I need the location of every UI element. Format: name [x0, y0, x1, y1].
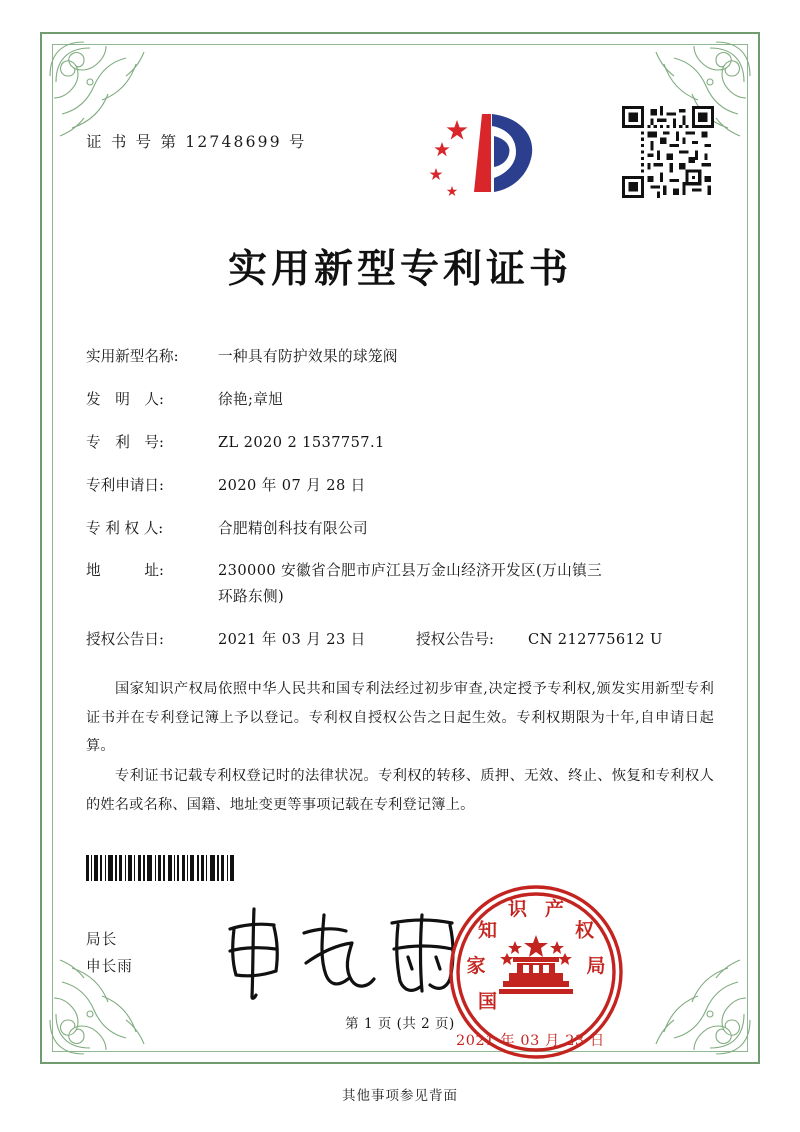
grant-date-group — [86, 629, 416, 651]
paragraph-grant: 国家知识产权局依照中华人民共和国专利法经过初步审查,决定授予专利权,颁发实用新型专利证书并在专利登记簿上予以登记。专利权自授权公告之日起生效。专利权期限为十年,自申请日起算。 — [86, 681, 714, 754]
field-value: 2020 年 07 月 28 日 — [218, 476, 366, 494]
certificate-number: 证 书 号 第 12748699 号 — [86, 133, 307, 151]
field-value: CN 212775612 U — [528, 631, 663, 649]
header-row — [86, 102, 714, 212]
director-block — [86, 927, 133, 981]
director-title: 局长 — [86, 931, 118, 949]
svg-text:局: 局 — [586, 955, 606, 978]
fields-list — [86, 346, 714, 651]
field-label: 授权公告号: — [416, 631, 494, 649]
field-address — [86, 560, 714, 608]
field-value: 230000 安徽省合肥市庐江县万金山经济开发区(万山镇三 — [218, 562, 603, 580]
svg-text:国: 国 — [477, 990, 497, 1013]
cnipa-logo-icon — [412, 106, 547, 206]
certificate-card — [40, 32, 760, 1064]
field-label: 专 利 权 人: — [86, 519, 164, 537]
page-indicator: 第 1 页 (共 2 页) — [345, 1016, 455, 1032]
field-value-continued: 环路东侧) — [218, 588, 285, 606]
svg-text:权: 权 — [575, 919, 595, 942]
grant-number-group — [416, 629, 714, 651]
field-patent-number — [86, 432, 714, 454]
field-label: 地 址: — [86, 562, 164, 580]
handwritten-signature-icon — [216, 899, 476, 1009]
certificate-content — [86, 102, 714, 1050]
legal-text-block — [86, 675, 714, 819]
seal-date: 2021 年 03 月 23 日 — [456, 1033, 605, 1050]
field-application-date — [86, 475, 714, 497]
footnote: 其他事项参见背面 — [342, 1088, 458, 1104]
director-name: 申长雨 — [86, 958, 133, 976]
qr-code-icon — [622, 106, 714, 198]
svg-text:知: 知 — [477, 919, 497, 942]
field-utility-model-name — [86, 346, 714, 368]
barcode-icon — [86, 855, 296, 881]
paragraph-register: 专利证书记载专利权登记时的法律状况。专利权的转移、质押、无效、终止、恢复和专利权人的姓名或名称、国籍、地址变更等事项记载在专利登记簿上。 — [86, 768, 714, 813]
field-label: 实用新型名称: — [86, 348, 179, 365]
field-value: 2021 年 03 月 23 日 — [218, 631, 366, 649]
page-title: 实用新型专利证书 — [227, 246, 572, 292]
field-label: 发 明 人: — [86, 390, 164, 408]
field-value: 一种具有防护效果的球笼阀 — [218, 348, 398, 365]
field-label: 授权公告日: — [86, 631, 164, 649]
field-value: 徐艳;章旭 — [218, 390, 284, 408]
field-value: 合肥精创科技有限公司 — [218, 519, 368, 537]
field-inventor — [86, 389, 714, 411]
svg-text:识: 识 — [507, 898, 527, 921]
field-grant-announcement — [86, 629, 714, 651]
svg-text:产: 产 — [545, 898, 565, 921]
field-label: 专 利 号: — [86, 433, 164, 451]
field-patentee — [86, 518, 714, 540]
field-label: 专利申请日: — [86, 476, 164, 494]
field-value: ZL 2020 2 1537757.1 — [218, 433, 385, 451]
svg-text:家: 家 — [466, 955, 486, 978]
